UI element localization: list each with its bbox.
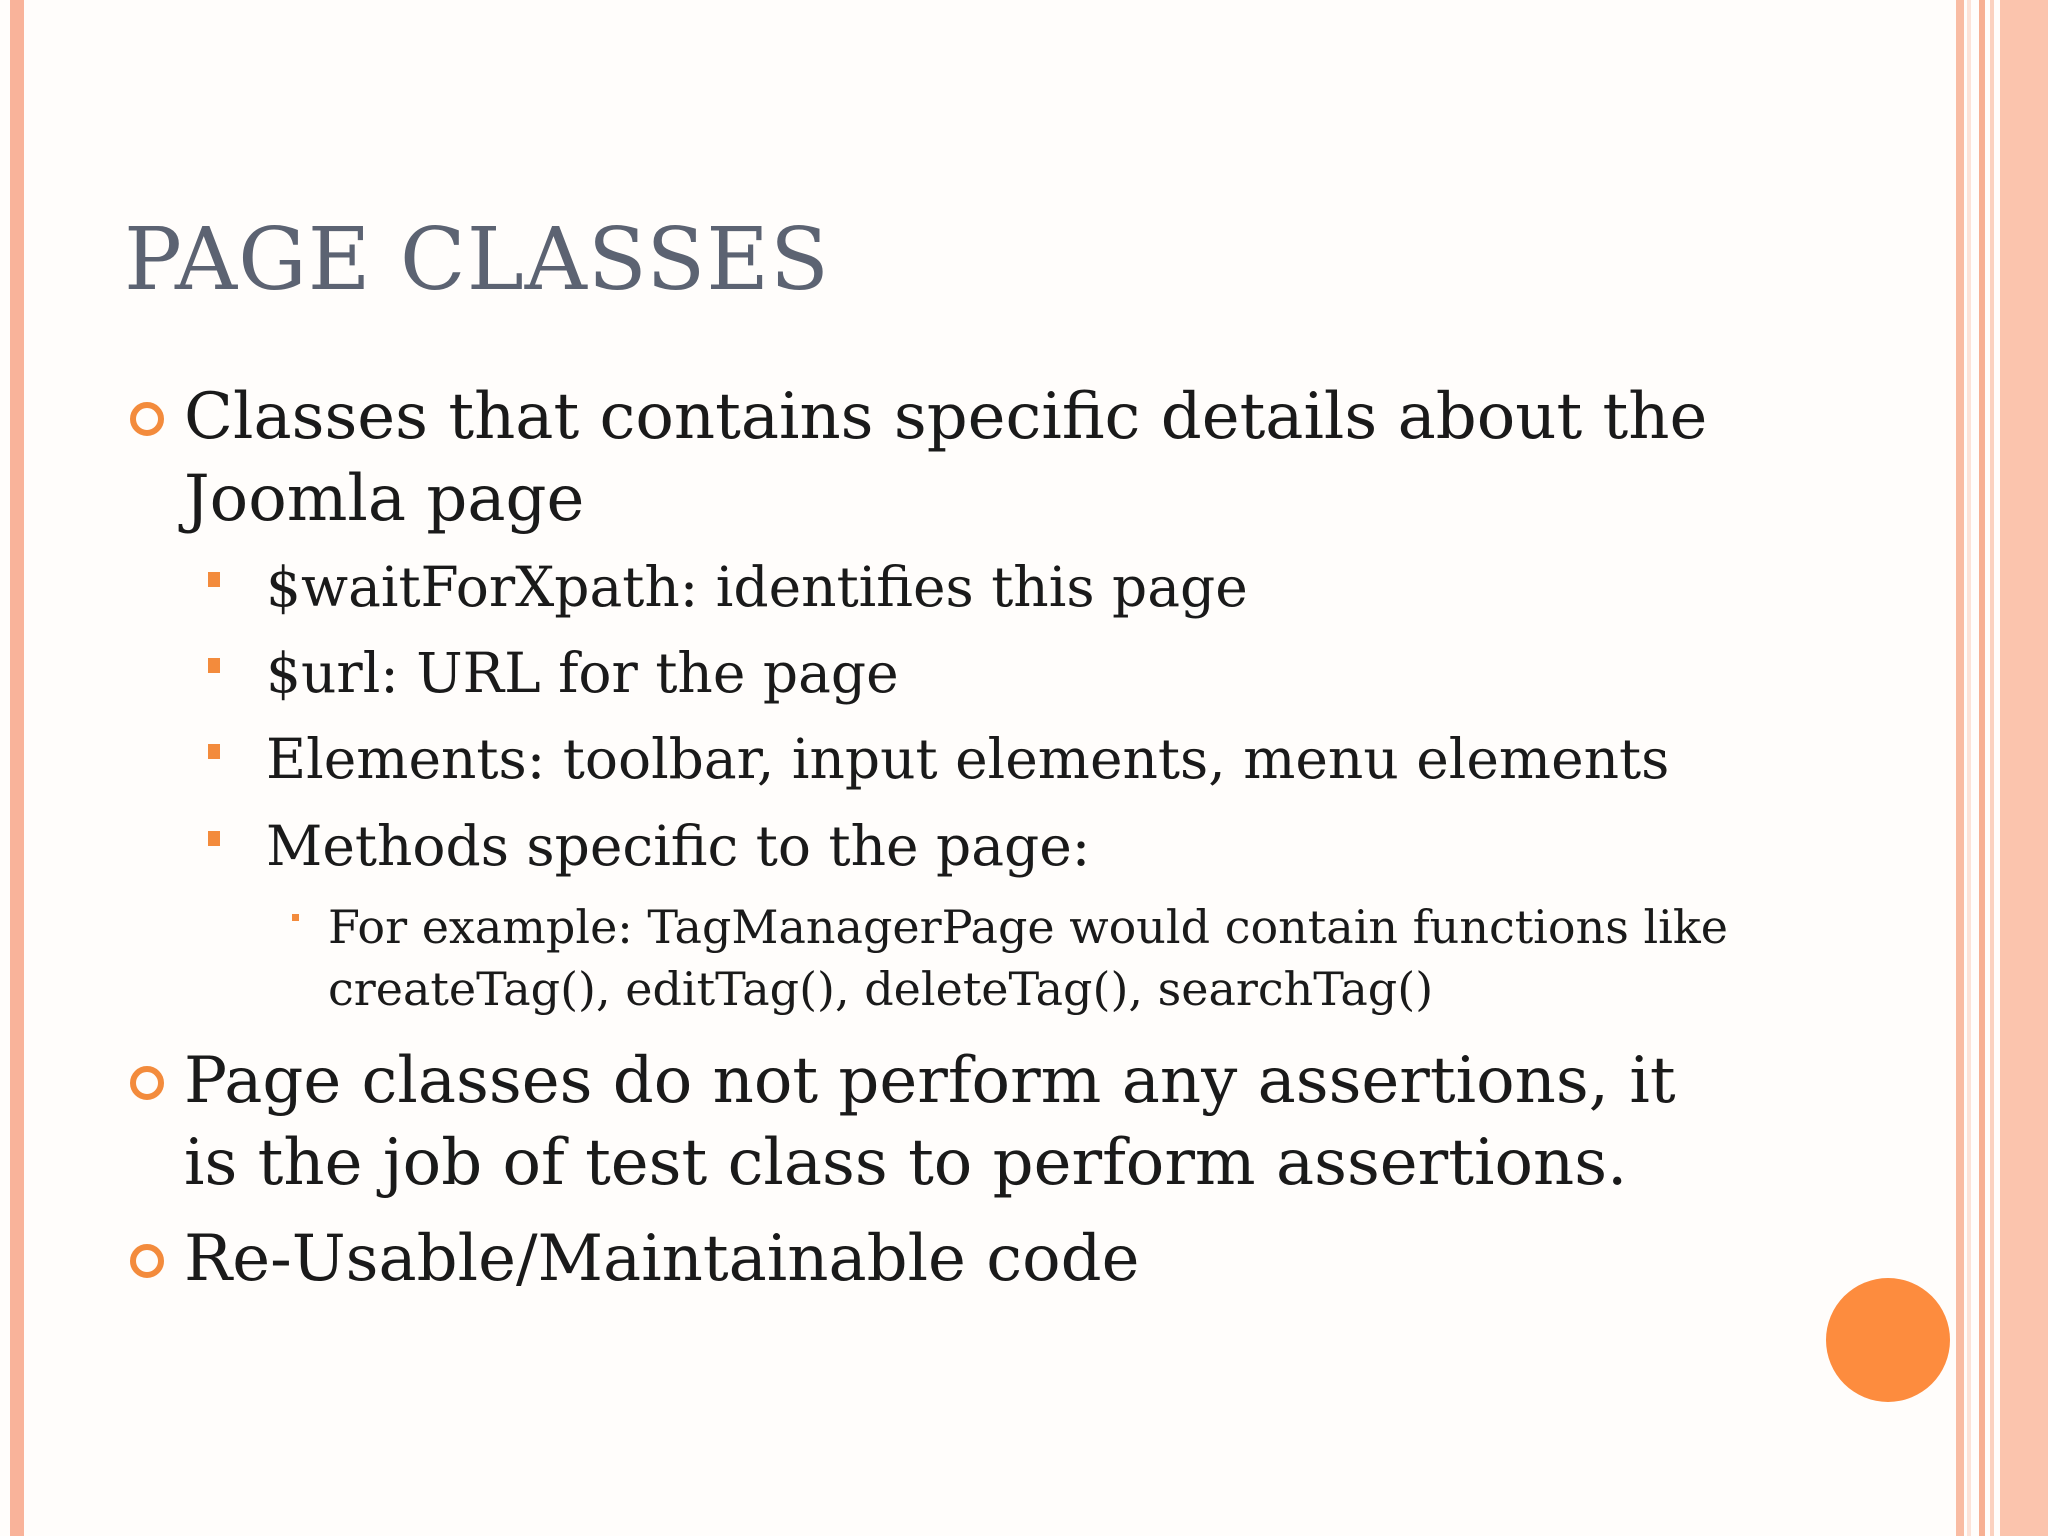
bullet-level-2 — [266, 638, 1766, 708]
square-bullet-icon — [208, 658, 220, 673]
decorative-circle — [1826, 1278, 1950, 1402]
right-frame-stripe — [1967, 0, 1971, 1536]
bullet-level-1 — [184, 376, 1744, 540]
bullet-text: Page classes do not perform any assertions, it is the job of test class to perform assertions. — [184, 1044, 1676, 1200]
bullet-level-1 — [184, 1218, 1744, 1300]
bullet-level-2 — [266, 724, 1766, 794]
slide-title: PAGE CLASSES — [124, 210, 830, 310]
ring-bullet-icon — [130, 1244, 164, 1278]
right-frame-stripe — [1979, 0, 1985, 1536]
square-bullet-icon — [208, 744, 220, 759]
bullet-text: $waitForXpath: identifies this page — [266, 555, 1248, 619]
bullet-level-2 — [266, 811, 1766, 881]
bullet-level-3 — [328, 896, 1768, 1020]
bullet-level-1 — [184, 1040, 1744, 1204]
square-bullet-icon — [208, 572, 220, 587]
ring-bullet-icon — [130, 1066, 164, 1100]
ring-bullet-icon — [130, 402, 164, 436]
bullet-text: Elements: toolbar, input elements, menu elements — [266, 727, 1670, 791]
right-frame-band — [2000, 0, 2048, 1536]
right-frame-stripe — [1990, 0, 1994, 1536]
bullet-text: For example: TagManagerPage would contain functions like createTag(), editTag(), deleteTag(), searchTag() — [328, 900, 1728, 1016]
right-frame-stripe — [1956, 0, 1964, 1536]
square-bullet-icon — [208, 831, 220, 846]
bullet-text: Classes that contains specific details about the Joomla page — [184, 380, 1708, 536]
bullet-text: Methods specific to the page: — [266, 814, 1091, 878]
bullet-text: Re-Usable/Maintainable code — [184, 1222, 1140, 1296]
bullet-level-2 — [266, 552, 1766, 622]
small-square-bullet-icon — [292, 914, 299, 921]
bullet-text: $url: URL for the page — [266, 641, 899, 705]
